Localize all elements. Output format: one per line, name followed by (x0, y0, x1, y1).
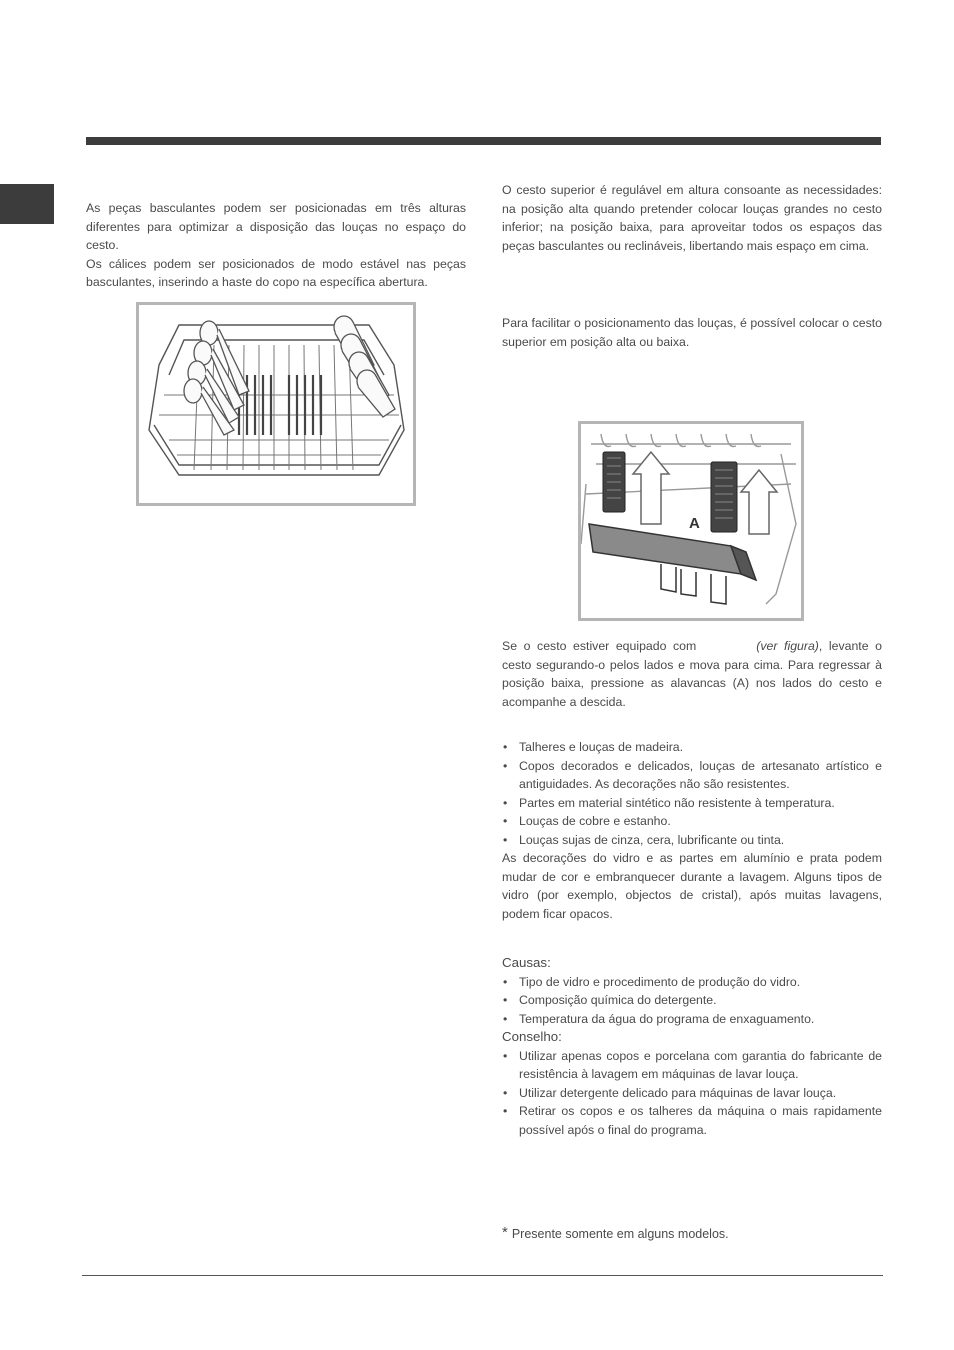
footer-rule (82, 1275, 883, 1276)
unsuitable-items-section (502, 738, 882, 923)
list-item: • Utilizar apenas copos e porcelana com garantia do fabricante de resistência à lavagem em máquinas de lavar louça. (502, 1047, 882, 1084)
lever-label-a: A (689, 515, 700, 532)
language-tab (0, 184, 54, 224)
footnote-text: Presente somente em alguns modelos. (511, 1227, 729, 1241)
advice-list (502, 1047, 882, 1140)
rack-position-paragraph: Para facilitar o posicionamento das louças, é possível colocar o cesto superior em posição alta ou baixa. (502, 316, 882, 349)
header-rule (86, 137, 881, 145)
rack-height-section (502, 181, 882, 255)
list-item: • Louças de cobre e estanho. (502, 812, 882, 831)
rack-lever-illustration (578, 421, 804, 621)
footnote-marker: * (502, 1224, 508, 1241)
rack-drawing (139, 305, 413, 503)
unsuitable-items-list (502, 738, 882, 849)
rack-position-section (502, 314, 882, 351)
list-item: • Tipo de vidro e procedimento de produção do vidro. (502, 973, 882, 992)
advice-heading: Conselho: (502, 1029, 562, 1044)
list-item: • Retirar os copos e os talheres da máquina o mais rapidamente possível após o final do programa. (502, 1102, 882, 1139)
footnote (502, 1224, 729, 1241)
causes-list (502, 973, 882, 1029)
list-item: • Composição química do detergente. (502, 991, 882, 1010)
lever-instructions-paragraph: Se o cesto estiver equipado com (ver figura), levante o cesto segurando-o pelos lados e mova para cima. Para regressar à posição baixa, pressione as alavancas (A) nos lados do cesto e acompanhe a descida. (502, 639, 882, 709)
glasses-paragraph: Os cálices podem ser posicionados de modo estável nas peças basculantes, inserindo a haste do copo na específica abertura. (86, 256, 466, 289)
lever-drawing (581, 424, 801, 618)
left-column (86, 199, 466, 292)
lever-instructions-section (502, 637, 882, 711)
list-item: • Partes em material sintético não resistente à temperatura. (502, 794, 882, 813)
list-item: • Louças sujas de cinza, cera, lubrificante ou tinta. (502, 831, 882, 850)
list-item: • Utilizar detergente delicado para máquinas de lavar louça. (502, 1084, 882, 1103)
causes-section (502, 954, 882, 1139)
upper-rack-illustration (136, 302, 416, 506)
rack-height-paragraph: O cesto superior é regulável em altura consoante as necessidades: na posição alta quando pretender colocar louças grandes no cesto inferior; na posição baixa, para aproveitar todos os espaços das peças basculantes ou reclináveis, libertando mais espaço em cima. (502, 183, 882, 253)
list-item: • Copos decorados e delicados, louças de artesanato artístico e antiguidades. As decorações não são resistentes. (502, 757, 882, 794)
list-item: • Temperatura da água do programa de enxaguamento. (502, 1010, 882, 1029)
glass-damage-paragraph: As decorações do vidro e as partes em alumínio e prata podem mudar de cor e embranquecer durante a lavagem. Alguns tipos de vidro (por exemplo, objectos de cristal), após muitas lavagens, podem ficar opacos. (502, 851, 882, 921)
tilting-parts-paragraph: As peças basculantes podem ser posicionadas em três alturas diferentes para optimizar a disposição das louças no espaço do cesto. (86, 201, 466, 252)
causes-heading: Causas: (502, 955, 551, 970)
list-item: • Talheres e louças de madeira. (502, 738, 882, 757)
